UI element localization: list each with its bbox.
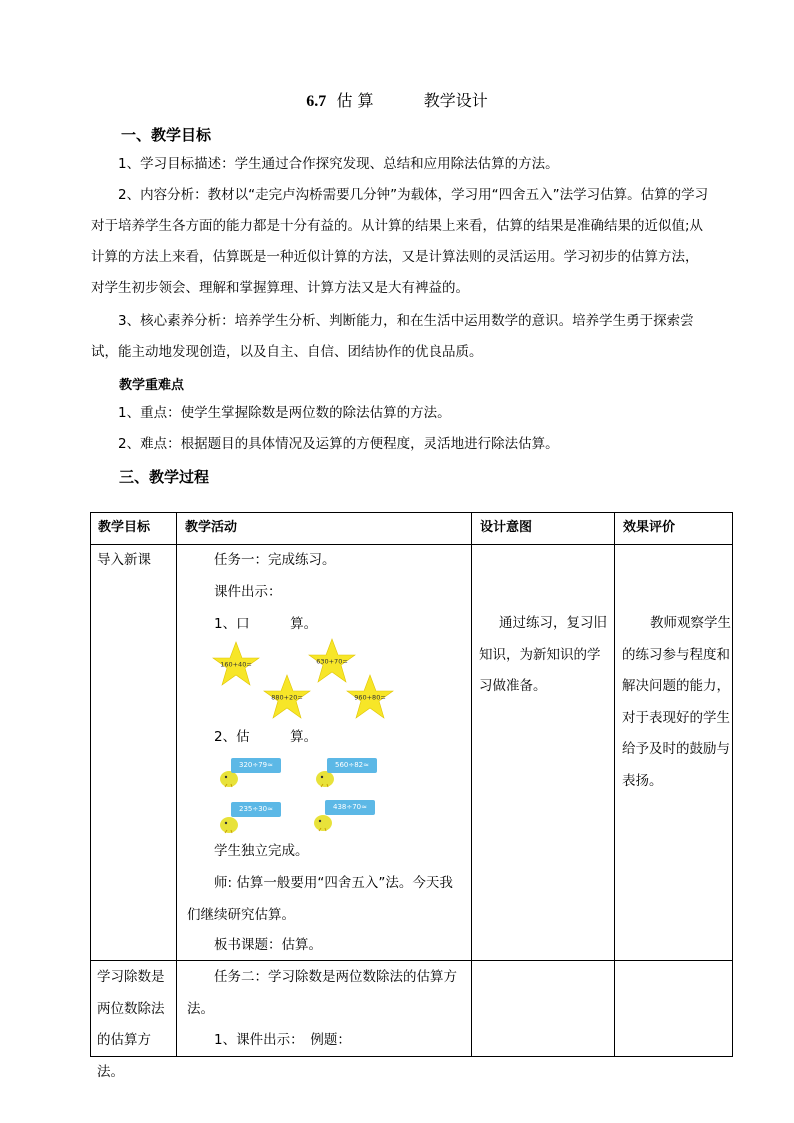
document-type: 教学设计 (423, 91, 488, 110)
section-heading-process: 三、教学过程 (119, 468, 210, 486)
header-intent: 设计意图 (480, 520, 533, 535)
row1-board-note: 板书课题：估算。 (214, 937, 322, 953)
section-heading-objectives: 一、教学目标 (121, 126, 212, 144)
row1-courseware: 课件出示： (214, 584, 282, 600)
star-card (346, 674, 394, 720)
header-activity: 教学活动 (185, 520, 238, 535)
row1-task: 任务一：完成练习。 (214, 552, 336, 568)
header-goal: 教学目标 (98, 520, 151, 535)
section-heading-key-points: 教学重难点 (119, 378, 185, 393)
estimate-flag: 438÷70≈ (325, 800, 375, 815)
lesson-topic: 估 算 (336, 91, 374, 110)
estimate-flag: 235÷30≈ (231, 802, 281, 817)
document-title (0, 88, 794, 111)
row1-goal: 导入新课 (97, 552, 151, 568)
row2-courseware: 1、课件出示： 例题： (214, 1032, 351, 1048)
objective-paragraph-3: 3、核心素养分析：培养学生分析、判断能力，和在生活中运用数学的意识。培养学生勇于探索尝试，能主动地发现创造，以及自主、自信、团结协作的优良品质。 (91, 313, 694, 360)
row1-student-work: 学生独立完成。 (214, 843, 309, 859)
star-expression: 630+70= (316, 657, 348, 666)
star-card (212, 641, 260, 687)
row1-evaluation: 教师观察学生的练习参与程度和解决问题的能力，对于表现好的学生给予及时的鼓励与表扬。 (622, 615, 731, 789)
row2-goal: 学习除数是两位数除法的估算方法。 (97, 969, 165, 1080)
row1-item-estimate: 2、估 算。 (214, 729, 318, 745)
star-expression: 880+20= (271, 693, 303, 702)
section-number: 6.7 (306, 93, 327, 110)
row1-item-oral-calc: 1、口 算。 (214, 616, 318, 632)
row1-teacher-note: 师: 估算一般要用“四舍五入”法。今天我们继续研究估算。 (187, 875, 453, 923)
star-card (263, 674, 311, 720)
star-expression: 960+80= (354, 693, 386, 702)
row2-task: 任务二：学习除数是两位数除法的估算方法。 (187, 969, 457, 1017)
row1-intent: 通过练习，复习旧知识，为新知识的学习做准备。 (479, 615, 607, 694)
header-evaluation: 效果评价 (623, 520, 676, 535)
estimate-flag: 320÷79≈ (231, 758, 281, 773)
objective-paragraph-2: 2、内容分析：教材以“走完卢沟桥需要几分钟”为载体，学习用“四舍五入”法学习估算。估算的学习对于培养学生各方面的能力都是十分有益的。从计算的结果上来看，估算的结果是准确结果的近似值;从计算的方法上来看，估算既是一种近似计算的方法，又是计算法则的灵活运用。学习初步的估算方法，对学生初步领会、理解和掌握算理、计算方法又是大有裨益的。 (91, 187, 709, 296)
estimate-flag: 560÷82≈ (327, 758, 377, 773)
difficulty-paragraph: 2、难点：根据题目的具体情况及运算的方便程度，灵活地进行除法估算。 (118, 436, 559, 452)
objective-paragraph-1: 1、学习目标描述：学生通过合作探究发现、总结和应用除法估算的方法。 (118, 156, 559, 172)
key-point-paragraph: 1、重点：使学生掌握除数是两位数的除法估算的方法。 (118, 405, 451, 421)
star-expression: 160+40= (220, 660, 252, 669)
teaching-process-table (90, 512, 733, 1080)
